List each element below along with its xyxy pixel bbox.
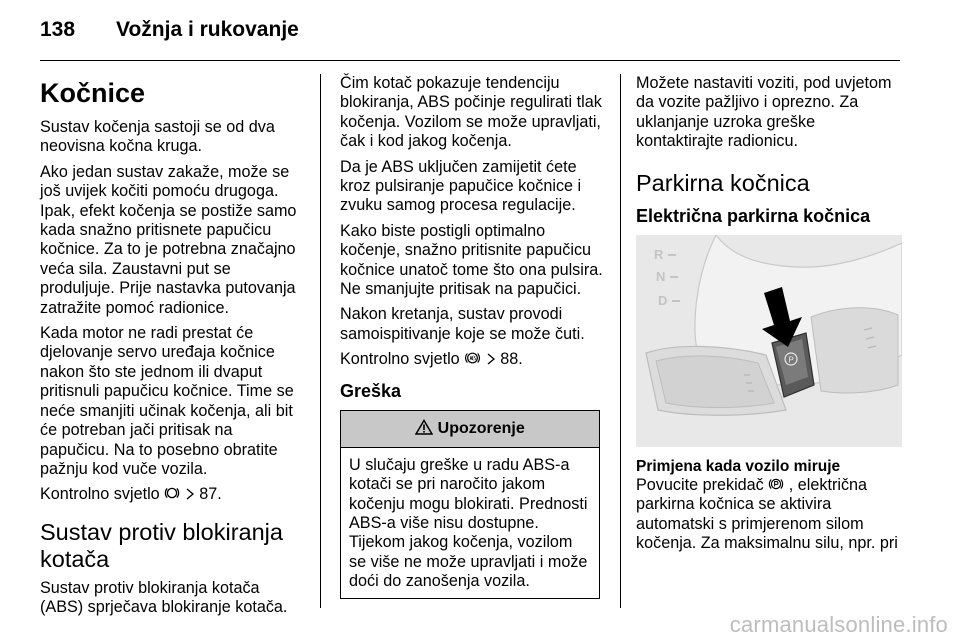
page-reference-arrow-icon [185, 487, 195, 501]
paragraph: Možete nastaviti voziti, pod uvjetom da vozite pažljivo i oprezno. Za uklanjanje uzroka greške kontaktirajte radionicu. [636, 74, 892, 151]
paragraph: Čim kotač pokazuje tendenciju blokiranja, ABS počinje regulirati tlak kočenja. Vozilom se može upravljati, čak i kod jakog kočenja. [340, 74, 602, 151]
brake-warning-icon [164, 485, 180, 501]
warning-title: Upozorenje [437, 419, 525, 437]
page-header [40, 18, 900, 58]
section-title-parking-brake: Parkirna kočnica [636, 169, 810, 196]
watermark: carmanualsonline.info [729, 612, 948, 637]
paragraph: Sustav protiv blokiranja kotača (ABS) sprječava blokiranje kotača. [40, 578, 288, 617]
warning-header [341, 411, 599, 448]
column-divider-2 [620, 74, 621, 608]
gear-label-r: R [654, 246, 664, 262]
control-light-ref: Kontrolno svjetlo 88. [340, 350, 523, 369]
chapter-title: Vožnja i rukovanje [116, 18, 299, 41]
warning-triangle-icon [415, 419, 433, 435]
paragraph: Sustav kočenja sastoji se od dva neovisna kočna kruga. [40, 118, 275, 156]
svg-text:P: P [788, 355, 794, 365]
subsection-title-fault: Greška [340, 380, 402, 401]
control-light-ref: Kontrolno svjetlo 87. [40, 485, 222, 504]
paragraph: Kako biste postigli optimalno kočenje, snažno pritisnite papučicu kočnice unatoč tome što ona pulsira. Ne smanjujte pritisak na papučici. [340, 221, 603, 299]
parking-brake-switch-icon [768, 476, 784, 492]
console-drawing [636, 235, 902, 447]
page-number: 138 [40, 18, 76, 41]
paragraph: Kada motor ne radi prestat će djelovanje servo uređaja kočnice nakon što ste jednom ili dvaput pritisnuli papučicu kočnice. Time se neće smanjiti učinak kočenja, ali bit će potreban jači pritisak na papučicu. Na to posebno obratite pažnju kod vuče vozila. [40, 324, 294, 478]
paragraph: Povucite prekidač , električna parkirna kočnica se aktivira automatski s primjerenom silom kočenja. Za maksimalnu silu, npr. pri [636, 476, 898, 553]
page-reference-arrow-icon [486, 352, 496, 366]
subsection-title-electric-parking-brake: Električna parkirna kočnica [636, 205, 871, 226]
header-rule [40, 60, 900, 61]
column-divider-1 [320, 74, 321, 608]
paragraph: Ako jedan sustav zakaže, može se još uvijek kočiti pomoću drugoga. Ipak, efekt kočenja se postiže samo kada snažno pritisnete papučicu kočnice. Za to je potrebna značajno veća sila. Zaustavni put se produljuje. Prije nastavka putovanja zatražite pomoć radionice. [40, 162, 297, 317]
section-title-abs: Sustav protiv blokiranja kotača [40, 518, 283, 572]
gear-label-d: D [658, 292, 668, 308]
gear-label-n: N [656, 268, 666, 284]
paragraph: Nakon kretanja, sustav provodi samoispitivanje koje se može čuti. [340, 305, 585, 343]
warning-box [340, 410, 600, 599]
parking-brake-switch-illustration [636, 235, 902, 447]
warning-body: U slučaju greške u radu ABS-a kotači se pri naročito jakom kočenju mogu blokirati. Prednosti ABS-a više nisu dostupne. Tijekom jakog kočenja, vozilom se više ne može upravljati i može doći do zanošenja vozila. [349, 455, 588, 591]
section-title-brakes: Kočnice [40, 78, 146, 108]
abs-warning-icon [464, 350, 481, 366]
paragraph: Da je ABS uključen zamijetit ćete kroz pulsiranje papučice kočnice i zvuku samog procesa regulacije. [340, 157, 582, 215]
column-2 [340, 74, 606, 599]
column-1 [40, 74, 306, 624]
column-3 [636, 74, 902, 554]
subheading-stationary: Primjena kada vozilo miruje [636, 457, 841, 475]
